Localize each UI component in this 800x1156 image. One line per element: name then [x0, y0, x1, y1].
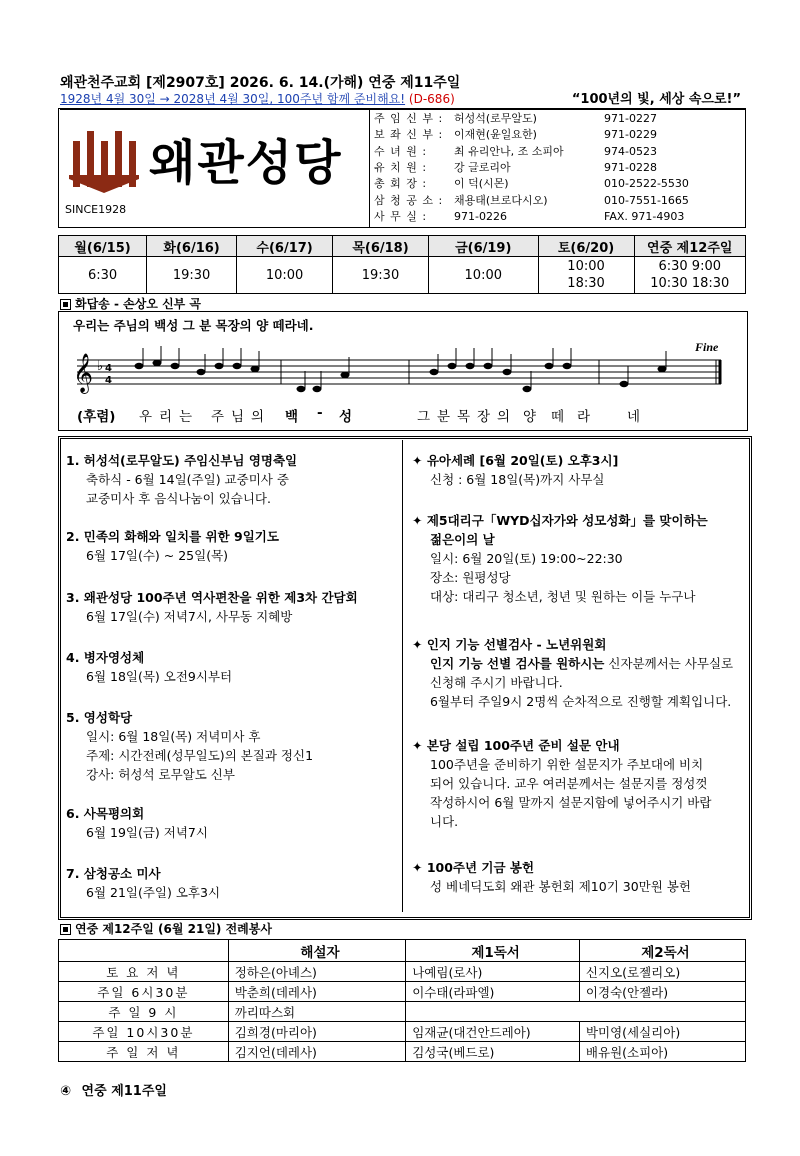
notice-line: 100주년을 준비하기 위한 설문지가 주보대에 비치 — [430, 757, 704, 772]
notice-title: 3. 왜관성당 100주년 역사편찬을 위한 제3차 간담회 — [66, 590, 358, 605]
duty-reader: 김성국(베드로) — [406, 1042, 580, 1062]
notice-item — [412, 858, 691, 896]
duty-mass-time: 주일 10시30분 — [59, 1022, 229, 1042]
music-note — [171, 363, 180, 369]
music-note — [297, 386, 306, 392]
staff-phone: FAX. 971-4903 — [604, 209, 685, 223]
duty-reader: 김지언(데레사) — [228, 1042, 406, 1062]
notice-title2: 젊은이의 날 — [430, 532, 495, 547]
notice-line: 6월 19일(금) 저녁7시 — [86, 825, 208, 840]
notice-title — [412, 736, 711, 755]
notice-line: 축하식 - 6월 14일(주일) 교중미사 중 — [86, 472, 289, 487]
notice-item — [66, 527, 279, 565]
notice-line: 6월 17일(수) 저녁7시, 사무동 지혜방 — [86, 609, 293, 624]
staff-row — [374, 144, 657, 160]
lyric-syllable: 의 — [251, 409, 265, 425]
notice-item — [412, 511, 708, 606]
notice-line: 강사: 허성석 로무알도 신부 — [86, 767, 235, 782]
notice-line: 장소: 원평성당 — [430, 570, 511, 585]
notice-title-text: 본당 설립 100주년 준비 설문 안내 — [426, 738, 620, 753]
music-note — [523, 386, 532, 392]
schedule-day: 수(6/17) — [237, 236, 333, 257]
notice-line: 6월 18일(목) 오전9시부터 — [86, 669, 233, 684]
square-bullet-icon — [60, 299, 71, 310]
staff-role: 주 임 신 부 : — [374, 112, 444, 125]
treble-clef-icon: 𝄞 — [73, 353, 94, 393]
lyric-syllable: 장 — [477, 409, 491, 425]
duty-reader: 임재균(대건안드레아) — [406, 1022, 580, 1042]
schedule-day: 월(6/15) — [59, 236, 147, 257]
staff-phone: 010-2522-5530 — [604, 177, 689, 191]
liturgy-duty-table — [58, 939, 746, 1062]
staff-role: 수 녀 원 : — [374, 144, 428, 158]
lyric-syllable: 네 — [627, 409, 641, 425]
schedule-day: 금(6/19) — [428, 236, 538, 257]
duty-header: 제2독서 — [579, 940, 745, 962]
notice-item — [66, 804, 208, 842]
notice-title: 7. 삼청공소 미사 — [66, 866, 161, 881]
music-note — [503, 369, 512, 375]
staff-row — [374, 193, 689, 209]
notice-title: 1. 허성석(로무알도) 주임신부님 영명축일 — [66, 453, 298, 468]
notice-line: 니다. — [430, 814, 459, 829]
d-day-count: (D-686) — [408, 92, 455, 106]
duty-reader: 신지오(로젤리오) — [579, 962, 745, 982]
duty-reader: 박춘희(데레사) — [228, 982, 406, 1002]
notice-title-text: 인지 기능 선별검사 - 노년위원회 — [426, 637, 607, 652]
duty-reader: 정하은(아녜스) — [228, 962, 406, 982]
anniversary-countdown: 1928년 4월 30일 → 2028년 4월 30일, 100주년 함께 준비해요! — [60, 92, 406, 106]
duty-mass-time: 주 일 저 녁 — [59, 1042, 229, 1062]
duty-row — [59, 1002, 746, 1022]
music-note — [197, 369, 206, 375]
notice-title: 6. 사목평의회 — [66, 806, 145, 821]
music-note — [545, 363, 554, 369]
staff-phone: 974-0523 — [604, 144, 657, 158]
lyric-syllable: 라 — [577, 409, 591, 425]
svg-text:4: 4 — [105, 363, 112, 374]
lyric-syllable: 목 — [457, 409, 471, 425]
fine-mark: Fine — [695, 340, 719, 354]
lyric-syllable: 성 — [339, 409, 353, 425]
schedule-time: 19:30 — [147, 257, 237, 294]
duty-header: 해설자 — [228, 940, 406, 962]
duty-reader — [579, 1002, 745, 1022]
staff-row — [374, 209, 684, 225]
duty-reader: 배유원(소피아) — [579, 1042, 745, 1062]
music-note — [153, 360, 162, 366]
duty-mass-time: 주 일 9 시 — [59, 1002, 229, 1022]
staff-role: 유 치 원 : — [374, 160, 428, 174]
hymn-section-title: 화답송 - 손상오 신부 곡 — [60, 295, 201, 312]
notice-item — [66, 648, 232, 686]
weekly-mass-schedule — [58, 235, 746, 294]
staff-row — [374, 176, 689, 192]
notice-title: 5. 영성학당 — [66, 710, 133, 725]
flat-sign-icon: ♭ — [97, 359, 104, 374]
notice-title: 2. 민족의 화해와 일치를 위한 9일기도 — [66, 529, 279, 544]
staff-phone: 971-0228 — [604, 160, 657, 174]
notice-item — [412, 736, 711, 831]
lyric-syllable: 의 — [497, 409, 511, 425]
anniversary-banner — [60, 90, 745, 110]
square-bullet-icon — [60, 924, 71, 935]
music-note — [313, 386, 322, 392]
notice-line: 일시: 6월 18일(목) 저녁미사 후 — [86, 729, 261, 744]
notice-line: 대상: 대리구 청소년, 청년 및 원하는 이들 누구나 — [430, 589, 696, 604]
parish-logo-box — [58, 108, 370, 228]
duty-row — [59, 982, 746, 1002]
svg-text:4: 4 — [105, 375, 112, 386]
schedule-time: 19:30 — [333, 257, 429, 294]
music-note — [658, 366, 667, 372]
lyric-syllable: 그 — [417, 409, 431, 425]
music-note — [484, 363, 493, 369]
notice-line: 6월부터 주일9시 2명씩 순차적으로 진행할 계획입니다. — [430, 694, 732, 709]
notice-line: 교중미사 후 음식나눔이 있습니다. — [86, 491, 271, 506]
duty-reader: 박미영(세실리아) — [579, 1022, 745, 1042]
staff-row — [374, 111, 657, 127]
diamond-bullet-icon: ✦ — [412, 453, 427, 468]
lyric-syllable: 님 — [231, 409, 245, 425]
staff-phone: 971-0229 — [604, 128, 657, 142]
music-note — [215, 363, 224, 369]
staff-phone: 010-7551-1665 — [604, 193, 689, 207]
notice-title — [412, 511, 708, 530]
parish-motto: “100년의 빛, 세상 속으로!” — [571, 92, 741, 107]
diamond-bullet-icon: ✦ — [412, 738, 427, 753]
staff-name: 허성석(로무알도) — [454, 112, 537, 125]
diamond-bullet-icon: ✦ — [412, 513, 427, 528]
duty-reader: 나예림(로사) — [406, 962, 580, 982]
page-number-mark: ④ — [60, 1084, 72, 1099]
schedule-day: 연중 제12주일 — [634, 236, 746, 257]
notice-title-cont — [412, 530, 708, 549]
notice-title: 4. 병자영성체 — [66, 650, 145, 665]
schedule-time: 10:00 — [237, 257, 333, 294]
schedule-time: 10:00 18:30 — [538, 257, 634, 294]
staff-role: 보 좌 신 부 : — [374, 128, 444, 142]
diamond-bullet-icon: ✦ — [412, 637, 427, 652]
parish-name-logo: 왜관성당 — [149, 135, 343, 191]
diamond-bullet-icon: ✦ — [412, 860, 427, 875]
notice-title-text: 100주년 기금 봉헌 — [426, 860, 535, 875]
staff-role: 삼 청 공 소 : — [374, 193, 444, 207]
music-note — [620, 381, 629, 387]
hymn-lyrics — [77, 405, 737, 425]
psalm-music-box — [58, 311, 748, 431]
lyric-syllable: 양 — [523, 409, 537, 425]
duty-row — [59, 1022, 746, 1042]
staff-role: 사 무 실 : — [374, 209, 428, 223]
notice-line: 신청 : 6월 18일(목)까지 사무실 — [430, 472, 605, 487]
duty-header: 제1독서 — [406, 940, 580, 962]
schedule-day: 화(6/16) — [147, 236, 237, 257]
notice-line: 주제: 시간전례(성무일도)의 본질과 정신1 — [86, 748, 314, 763]
duty-reader: 김희경(마리아) — [228, 1022, 406, 1042]
notice-item — [66, 588, 358, 626]
music-note — [430, 369, 439, 375]
staff-name: 강 글로리아 — [454, 160, 511, 174]
bulletin-title: 왜관천주교회 [제2907호] 2026. 6. 14.(가해) 연중 제11주일 — [60, 75, 461, 91]
music-note — [251, 366, 260, 372]
staff-row — [374, 160, 657, 176]
notice-title — [412, 451, 618, 470]
psalm-verse: 우리는 주님의 백성 그 분 목장의 양 떼라네. — [73, 318, 314, 333]
duty-header — [59, 940, 229, 962]
since-year: SINCE1928 — [65, 203, 127, 216]
lyric-syllable: - — [317, 405, 323, 421]
staff-name: 이 덕(시몬) — [454, 177, 509, 191]
duty-mass-time: 주일 6시30분 — [59, 982, 229, 1002]
notice-line: 6월 17일(수) ~ 25일(목) — [86, 548, 229, 563]
staff-name: 최 유리안나, 조 소피아 — [454, 144, 564, 158]
duty-section-title: 연중 제12주일 (6월 21일) 전례봉사 — [60, 920, 272, 937]
music-note — [233, 363, 242, 369]
music-note — [563, 363, 572, 369]
duty-mass-time: 토 요 저 녁 — [59, 962, 229, 982]
schedule-time: 10:00 — [428, 257, 538, 294]
music-note — [466, 363, 475, 369]
music-note — [341, 372, 350, 378]
schedule-time: 6:30 9:00 10:30 18:30 — [634, 257, 746, 294]
lyric-syllable: 떼 — [551, 409, 565, 425]
staff-row — [374, 127, 657, 143]
notice-title — [412, 635, 733, 654]
lyric-syllable: 는 — [179, 409, 193, 425]
music-note — [135, 363, 144, 369]
lyric-syllable: 리 — [159, 409, 173, 425]
notice-title-text: 유아세례 [6월 20일(토) 오후3시] — [426, 453, 619, 468]
lyric-syllable: 분 — [437, 409, 451, 425]
duty-reader: 까리따스회 — [228, 1002, 406, 1022]
notice-line: 작성하시어 6월 말까지 설문지함에 넣어주시기 바랍 — [430, 795, 712, 810]
duty-reader — [406, 1002, 580, 1022]
notice-title-text: 제5대리구「WYD십자가와 성모성화」를 맞이하는 — [426, 513, 708, 528]
notice-title2: 인지 기능 선별 검사를 원하시는 — [430, 656, 605, 671]
notice-title — [412, 858, 691, 877]
duty-reader: 이수태(라파엘) — [406, 982, 580, 1002]
staff-phone: 971-0227 — [604, 112, 657, 125]
schedule-day: 토(6/20) — [538, 236, 634, 257]
notice-line: 일시: 6월 20일(토) 19:00~22:30 — [430, 551, 623, 566]
duty-row — [59, 962, 746, 982]
notice-line: 신청해 주시기 바랍니다. — [430, 675, 563, 690]
staff-role: 총 회 장 : — [374, 177, 428, 191]
notice-title-cont — [412, 654, 733, 673]
schedule-day: 목(6/18) — [333, 236, 429, 257]
notice-item — [66, 864, 220, 902]
staff-directory — [368, 108, 746, 228]
notice-item — [412, 451, 618, 489]
announcements-divider — [402, 440, 403, 912]
notice-item — [66, 708, 313, 784]
music-note — [448, 363, 457, 369]
schedule-time: 6:30 — [59, 257, 147, 294]
duty-row — [59, 1042, 746, 1062]
lyric-syllable: 백 — [285, 409, 299, 425]
staff-name: 이재현(윤일요한) — [454, 128, 537, 142]
lyric-syllable: 주 — [211, 409, 225, 425]
page-footer — [60, 1080, 167, 1099]
duty-reader: 이경숙(안젤라) — [579, 982, 745, 1002]
refrain-label: (후렴) — [77, 409, 116, 425]
staff-name: 971-0226 — [454, 209, 507, 223]
footer-sunday-title: 연중 제11주일 — [81, 1084, 167, 1099]
notice-line: 되어 있습니다. 교우 여러분께서는 설문지를 정성껏 — [430, 776, 708, 791]
notice-item — [412, 635, 733, 711]
notice-line: 6월 21일(주일) 오후3시 — [86, 885, 221, 900]
notice-title2-rest: 신자분께서는 사무실로 — [604, 656, 734, 671]
lyric-syllable: 우 — [139, 409, 153, 425]
staff-name: 채용태(브로다시오) — [454, 193, 548, 207]
notice-line: 성 베네딕도회 왜관 봉헌회 제10기 30만원 봉헌 — [430, 879, 691, 894]
notice-item — [66, 451, 297, 508]
